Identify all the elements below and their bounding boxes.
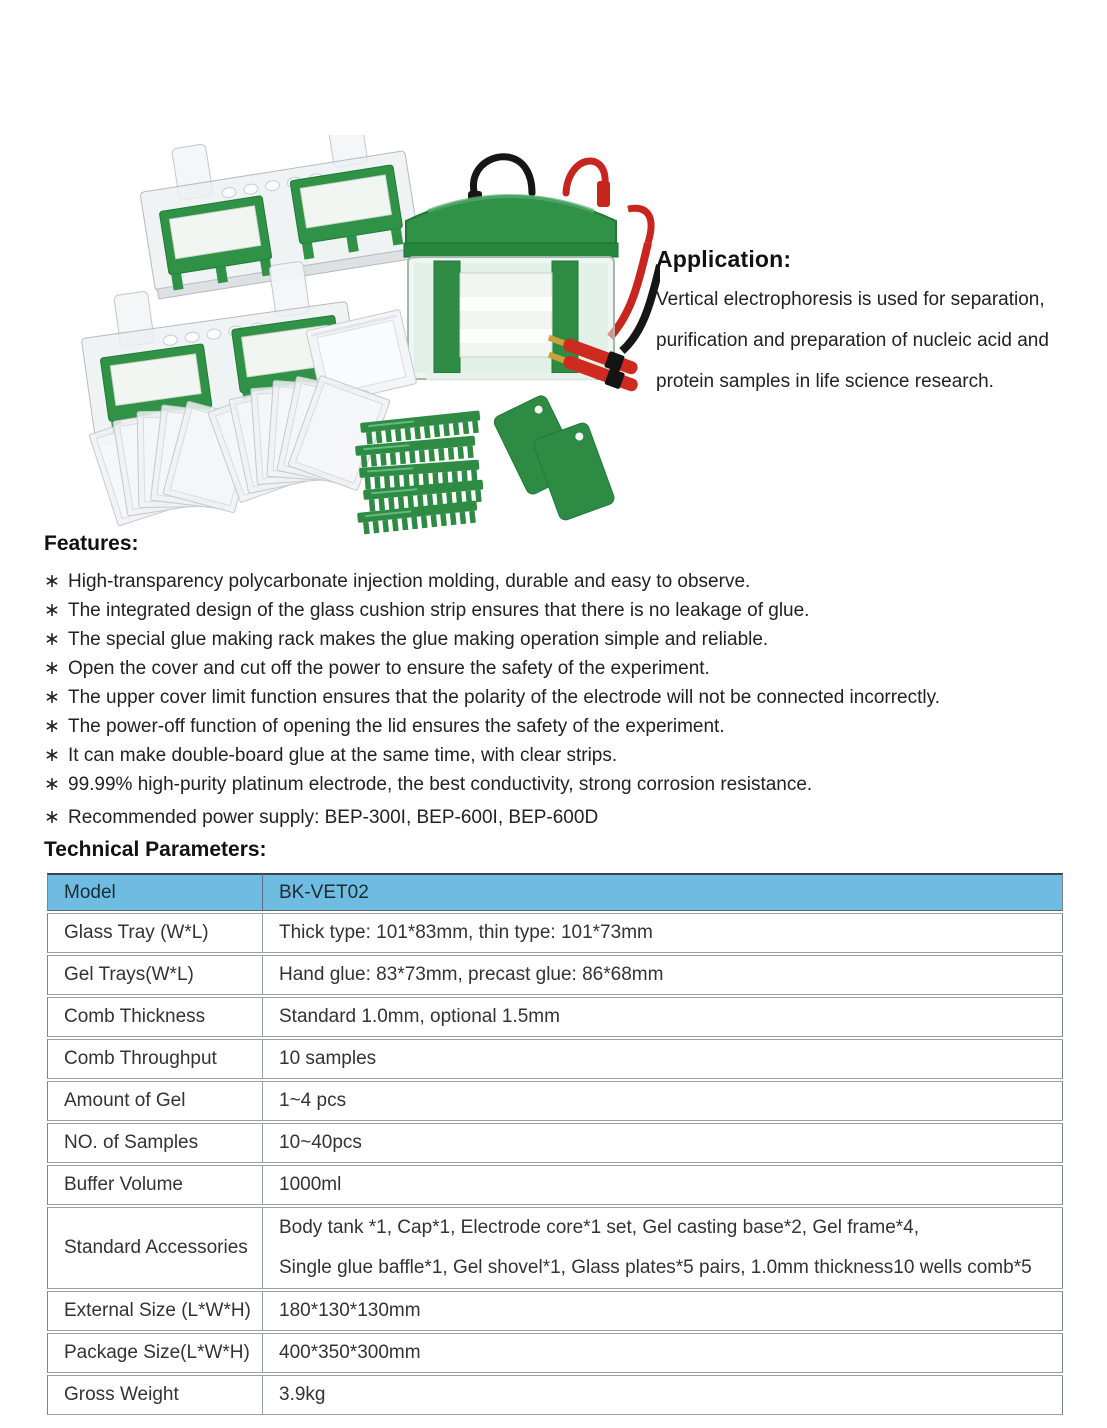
feature-item (44, 683, 1077, 712)
green-baffle-plates (492, 394, 616, 522)
param-value-text: 10~40pcs (279, 1132, 362, 1153)
feature-text: The special glue making rack makes the glue making operation simple and reliable. (68, 629, 769, 650)
asterisk-bullet: ∗ (44, 658, 60, 679)
table-row (47, 1039, 1063, 1079)
feature-text: 99.99% high-purity platinum electrode, the best conductivity, strong corrosion resistance. (68, 774, 813, 795)
application-text-line: protein samples in life science research. (656, 371, 994, 392)
param-value-cell (263, 913, 1063, 953)
asterisk-bullet: ∗ (44, 600, 60, 621)
application-text-line: purification and preparation of nucleic acid and (656, 330, 1049, 351)
param-label-cell: Amount of Gel (47, 1081, 263, 1121)
feature-item (44, 567, 1077, 596)
application-text-line: Vertical electrophoresis is used for separation, (656, 289, 1045, 310)
param-label-cell: NO. of Samples (47, 1123, 263, 1163)
param-value-cell (263, 1333, 1063, 1373)
asterisk-bullet: ∗ (44, 716, 60, 737)
table-row (47, 1081, 1063, 1121)
electrophoresis-tank (404, 157, 660, 395)
asterisk-bullet: ∗ (44, 774, 60, 795)
table-row (47, 1333, 1063, 1373)
param-value-text: 180*130*130mm (279, 1300, 421, 1321)
param-value-cell (263, 955, 1063, 995)
feature-item (44, 741, 1077, 770)
table-row (47, 1123, 1063, 1163)
param-value-text: Standard 1.0mm, optional 1.5mm (279, 1006, 560, 1027)
product-photo-section (0, 0, 1107, 532)
asterisk-bullet: ∗ (44, 629, 60, 650)
param-label-cell: Package Size(L*W*H) (47, 1333, 263, 1373)
param-value-text: 400*350*300mm (279, 1342, 421, 1363)
asterisk-bullet: ∗ (44, 745, 60, 766)
param-label-cell: Glass Tray (W*L) (47, 913, 263, 953)
technical-parameters-heading: Technical Parameters: (44, 838, 267, 861)
table-row (47, 955, 1063, 995)
feature-text: The integrated design of the glass cushion strip ensures that there is no leakage of glue. (68, 600, 810, 621)
feature-text: The upper cover limit function ensures that the polarity of the electrode will not be connected incorrectly. (68, 687, 940, 708)
param-value-cell (263, 997, 1063, 1037)
feature-text: It can make double-board glue at the same time, with clear strips. (68, 745, 618, 766)
application-section (656, 246, 1076, 412)
param-value-text: 3.9kg (279, 1384, 326, 1405)
param-label-cell: Comb Throughput (47, 1039, 263, 1079)
asterisk-bullet: ∗ (44, 687, 60, 708)
param-value-cell (263, 1165, 1063, 1205)
table-row (47, 913, 1063, 953)
param-label-cell: Gross Weight (47, 1375, 263, 1415)
param-label-cell: Gel Trays(W*L) (47, 955, 263, 995)
asterisk-bullet: ∗ (44, 571, 60, 592)
param-label-cell: Standard Accessories (47, 1207, 263, 1289)
feature-text: Open the cover and cut off the power to ensure the safety of the experiment. (68, 658, 710, 679)
param-value-cell (263, 1123, 1063, 1163)
gel-combs (355, 410, 484, 534)
table-row (47, 1291, 1063, 1331)
table-row (47, 1165, 1063, 1205)
features-section (44, 532, 1077, 832)
application-heading: Application: (656, 246, 792, 272)
table-row (47, 997, 1063, 1037)
table-header-row (47, 873, 1063, 911)
param-label-cell: Buffer Volume (47, 1165, 263, 1205)
param-value-text: 1~4 pcs (279, 1090, 347, 1111)
param-value-cell (263, 1207, 1063, 1289)
table-row (47, 1207, 1063, 1289)
param-value-cell (263, 1375, 1063, 1415)
feature-item (44, 625, 1077, 654)
feature-text: Recommended power supply: BEP-300I, BEP-600I, BEP-600D (68, 807, 599, 828)
features-heading: Features: (44, 532, 139, 555)
param-value-text: 1000ml (279, 1174, 342, 1195)
param-value-text: Hand glue: 83*73mm, precast glue: 86*68mm (279, 964, 664, 985)
table-row (47, 1375, 1063, 1415)
feature-item (44, 770, 1077, 799)
feature-item (44, 712, 1077, 741)
model-value-cell: BK-VET02 (263, 873, 1063, 911)
asterisk-bullet: ∗ (44, 807, 60, 828)
param-value-cell (263, 1081, 1063, 1121)
technical-parameters-table (47, 871, 1063, 1417)
feature-item (44, 596, 1077, 625)
param-value-text: Single glue baffle*1, Gel shovel*1, Glass plates*5 pairs, 1.0mm thickness10 wells comb*5 (279, 1257, 1032, 1278)
param-value-text: 10 samples (279, 1048, 377, 1069)
model-label-cell: Model (47, 873, 263, 911)
param-value-text: Body tank *1, Cap*1, Electrode core*1 set, Gel casting base*2, Gel frame*4, (279, 1217, 920, 1238)
feature-text: The power-off function of opening the lid ensures the safety of the experiment. (68, 716, 725, 737)
param-value-text: Thick type: 101*83mm, thin type: 101*73mm (279, 922, 653, 943)
feature-item (44, 654, 1077, 683)
param-label-cell: Comb Thickness (47, 997, 263, 1037)
feature-item (44, 803, 1077, 832)
param-value-cell (263, 1039, 1063, 1079)
param-value-cell (263, 1291, 1063, 1331)
product-photo (60, 135, 660, 535)
feature-text: High-transparency polycarbonate injection molding, durable and easy to observe. (68, 571, 751, 592)
param-label-cell: External Size (L*W*H) (47, 1291, 263, 1331)
